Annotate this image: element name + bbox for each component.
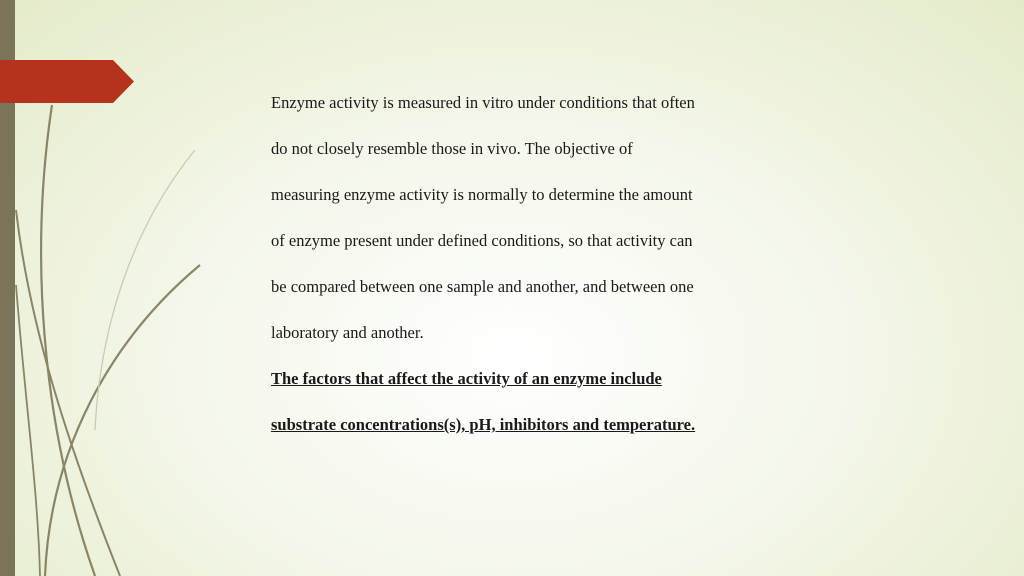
paragraph-line: of enzyme present under defined conditions, so that activity can [271,231,693,250]
emphasis-line: The factors that affect the activity of an enzyme include [271,369,662,388]
emphasis-line: substrate concentrations(s), pH, inhibitors and temperature. [271,415,696,434]
slide-body [271,80,831,448]
decorative-vines [0,0,260,576]
vine-1 [41,105,95,576]
paragraph-line: measuring enzyme activity is normally to determine the amount [271,185,693,204]
vine-faint [95,150,195,430]
paragraph-line: Enzyme activity is measured in vitro under conditions that often [271,93,695,112]
paragraph-line: be compared between one sample and another, and between one [271,277,694,296]
paragraph-line: laboratory and another. [271,323,424,342]
paragraph-line: do not closely resemble those in vivo. The objective of [271,139,633,158]
vine-4 [16,285,40,576]
vine-2 [45,265,200,576]
vine-3 [16,210,120,576]
